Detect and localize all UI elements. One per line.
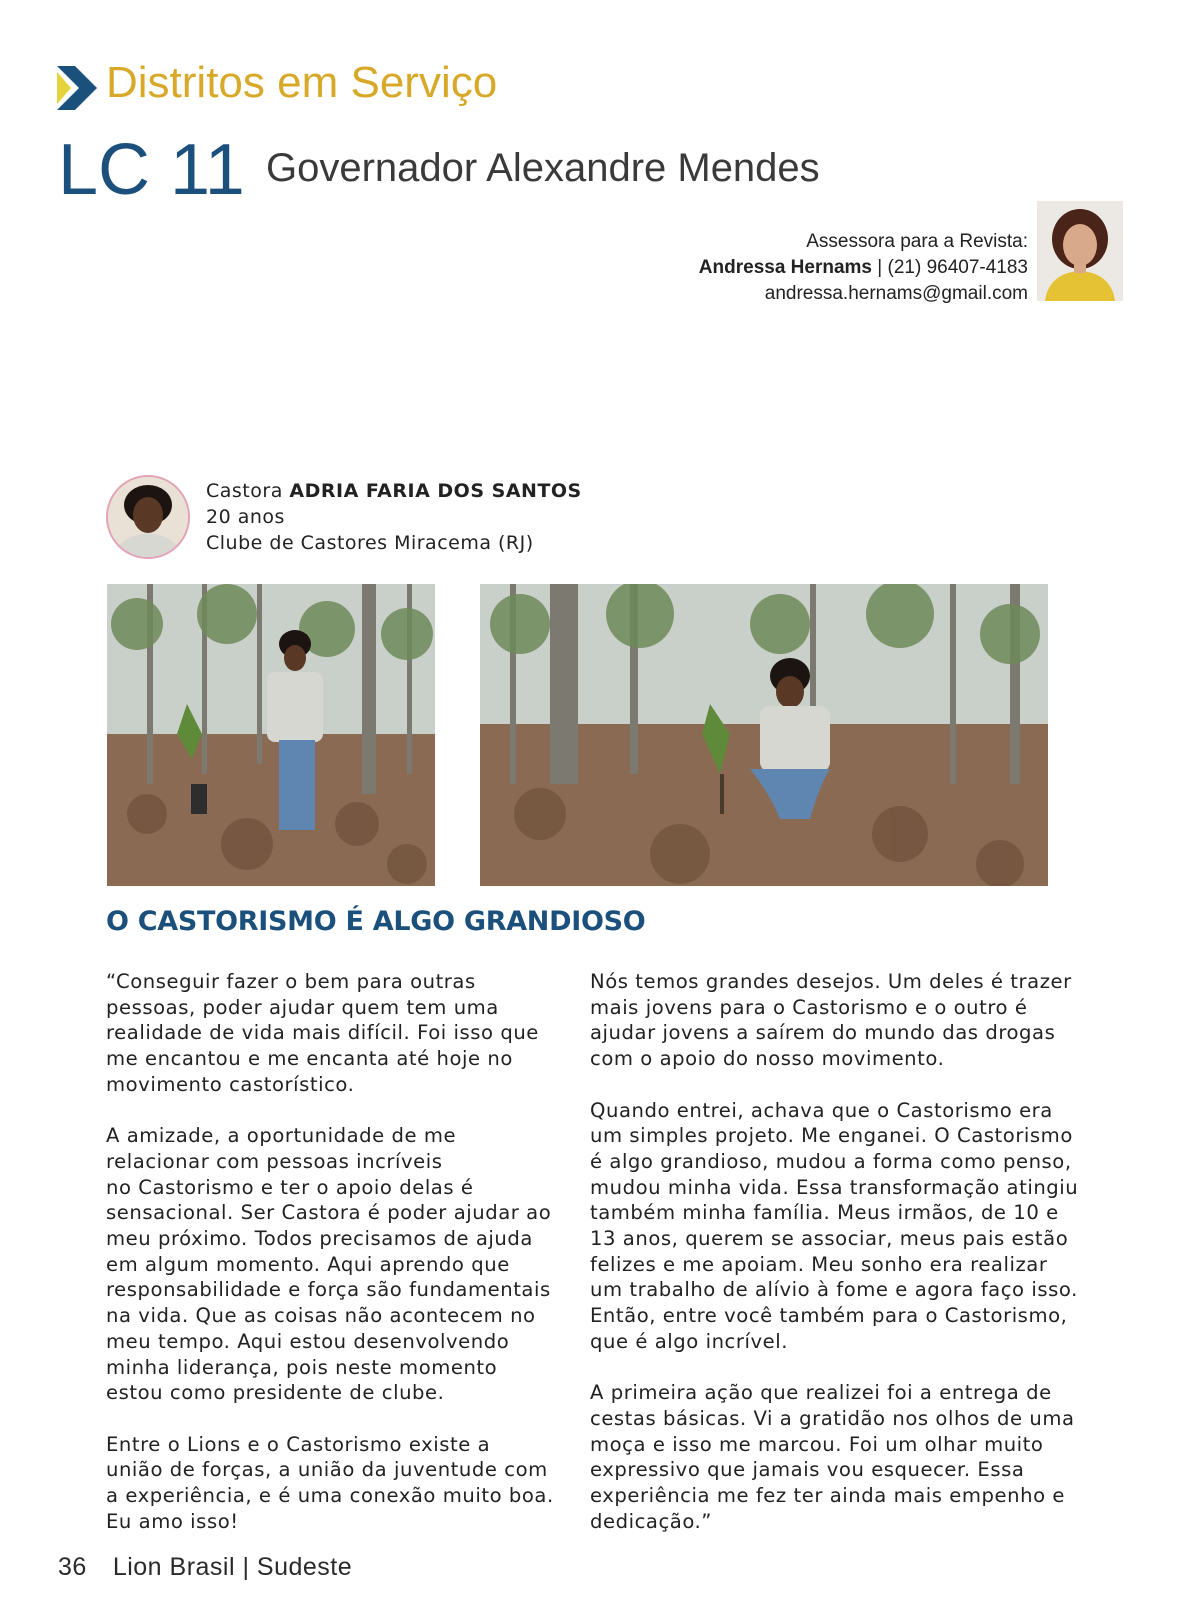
article-paragraph: A amizade, a oportunidade de me relacionar com pessoas incríveis no Castorismo e ter o apoio delas é sensacional. Ser Castora é poder ajudar ao meu próximo. Todos precisamos de ajuda em algum momento. Aqui aprendo que responsabilidade e força são fundamentais na vida. Que as coisas não acontecem no meu tempo. Aqui estou desenvolvendo minha liderança, pois neste momento estou como presidente de clube. <box>106 1124 552 1405</box>
profile-role: Castora <box>206 480 290 502</box>
profile-name-line <box>206 478 582 504</box>
advisor-label: Assessora para a Revista: <box>806 231 1028 252</box>
advisor-contact <box>699 229 1028 307</box>
article-paragraph: Nós temos grandes desejos. Um deles é trazer mais jovens para o Castorismo e o outro é ajudar jovens a saírem do mundo das drogas com o apoio do nosso movimento. <box>590 970 1072 1071</box>
article-paragraph: Quando entrei, achava que o Castorismo era um simples projeto. Me enganei. O Castorismo é algo grandioso, mudou a forma como penso, mudou minha vida. Essa transformação atingiu também minha família. Meus irmãos, de 10 e 13 anos, querem se associar, meus pais estão felizes e me apoiam. Meu sonho era realizar um trabalho de alívio à fome e agora faço isso. Então, entre você também para o Castorismo, que é algo incrível. <box>590 1098 1079 1353</box>
chevron-right-icon <box>57 66 97 110</box>
article-paragraph: Entre o Lions e o Castorismo existe a união de forças, a união da juventude com a experiência, e é uma conexão muito boa. Eu amo isso! <box>106 1432 554 1533</box>
district-code: LC 11 <box>58 130 245 210</box>
profile-avatar <box>106 475 190 559</box>
article-column-right <box>590 969 1090 1560</box>
advisor-photo <box>1037 201 1123 301</box>
profile-name: ADRIA FARIA DOS SANTOS <box>289 480 582 502</box>
section-title: Distritos em Serviço <box>106 58 498 107</box>
publication-name: Lion Brasil | Sudeste <box>112 1553 353 1581</box>
governor-name: Governador Alexandre Mendes <box>266 146 820 190</box>
profile-club: Clube de Castores Miracema (RJ) <box>206 532 534 554</box>
advisor-phone: | (21) 96407-4183 <box>877 257 1028 278</box>
article-paragraph: “Conseguir fazer o bem para outras pessoas, poder ajudar quem tem uma realidade de vida mais difícil. Foi isso que me encantou e me encanta até hoje no movimento castorístico. <box>106 970 539 1096</box>
photo-standing-with-seedling <box>107 584 435 886</box>
article-paragraph: A primeira ação que realizei foi a entrega de cestas básicas. Vi a gratidão nos olhos de uma moça e isso me marcou. Foi um olhar muito expressivo que jamais vou esquecer. Essa experiência me fez ter ainda mais empenho e dedicação.” <box>590 1381 1075 1533</box>
advisor-name: Andressa Hernams <box>698 257 872 278</box>
page-number: 36 <box>58 1553 87 1581</box>
photo-crouching-planting-seedling <box>480 584 1048 886</box>
article-column-left <box>106 969 566 1560</box>
advisor-email[interactable]: andressa.hernams@gmail.com <box>764 283 1028 304</box>
advisor-name-line <box>699 255 1028 281</box>
page-footer <box>58 1553 352 1582</box>
profile-info <box>206 478 582 556</box>
profile-age: 20 anos <box>206 506 285 528</box>
article-headline: O CASTORISMO É ALGO GRANDIOSO <box>106 906 646 937</box>
